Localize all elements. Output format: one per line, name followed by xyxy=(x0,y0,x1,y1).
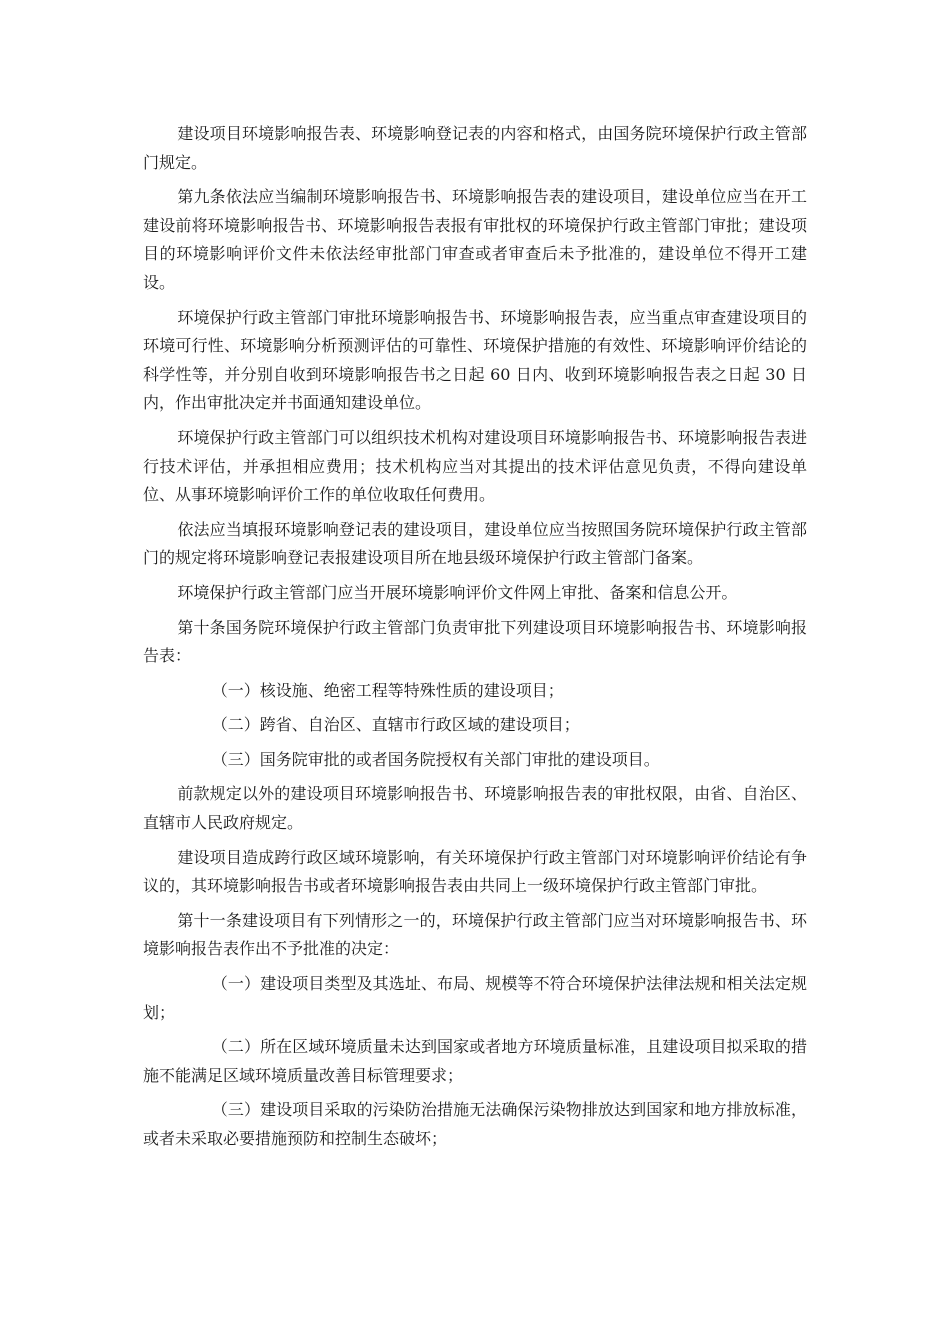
paragraph: 建设项目环境影响报告表、环境影响登记表的内容和格式，由国务院环境保护行政主管部门规定。 xyxy=(143,124,807,172)
paragraph: 建设项目造成跨行政区域环境影响，有关环境保护行政主管部门对环境影响评价结论有争议的，其环境影响报告书或者环境影响报告表由共同上一级环境保护行政主管部门审批。 xyxy=(143,847,807,896)
document-body xyxy=(143,120,807,1160)
list-item: （一）建设项目类型及其选址、布局、规模等不符合环境保护法律法规和相关法定规划； xyxy=(143,974,807,1022)
paragraph: 依法应当填报环境影响登记表的建设项目，建设单位应当按照国务院环境保护行政主管部门的规定将环境影响登记表报建设项目所在地县级环境保护行政主管部门备案。 xyxy=(143,519,807,568)
paragraph-article-9: 第九条依法应当编制环境影响报告书、环境影响报告表的建设项目，建设单位应当在开工建设前将环境影响报告书、环境影响报告表报有审批权的环境保护行政主管部门审批；建设项目的环境影响评价文件未依法经审批部门审查或者审查后未予批准的，建设单位不得开工建设。 xyxy=(143,187,807,292)
list-item: （三）国务院审批的或者国务院授权有关部门审批的建设项目。 xyxy=(211,749,660,769)
list-item: （一）核设施、绝密工程等特殊性质的建设项目； xyxy=(211,680,564,700)
list-item: （二）所在区域环境质量未达到国家或者地方环境质量标准，且建设项目拟采取的措施不能满足区域环境质量改善目标管理要求； xyxy=(143,1037,807,1085)
paragraph-article-10: 第十条国务院环境保护行政主管部门负责审批下列建设项目环境影响报告书、环境影响报告表： xyxy=(143,617,807,666)
paragraph: 环境保护行政主管部门审批环境影响报告书、环境影响报告表，应当重点审查建设项目的环境可行性、环境影响分析预测评估的可靠性、环境保护措施的有效性、环境影响评价结论的科学性等，并分别自收到环境影响报告书之日起 60 日内、收到环境影响报告表之日起 30 日内，作出审批决定并书面通知建设单位。 xyxy=(143,307,807,413)
paragraph-article-11: 第十一条建设项目有下列情形之一的，环境保护行政主管部门应当对环境影响报告书、环境影响报告表作出不予批准的决定： xyxy=(143,910,807,959)
paragraph: 环境保护行政主管部门可以组织技术机构对建设项目环境影响报告书、环境影响报告表进行技术评估，并承担相应费用；技术机构应当对其提出的技术评估意见负责，不得向建设单位、从事环境影响评价工作的单位收取任何费用。 xyxy=(143,427,807,505)
list-item: （三）建设项目采取的污染防治措施无法确保污染物排放达到国家和地方排放标准，或者未采取必要措施预防和控制生态破坏； xyxy=(143,1100,807,1148)
paragraph: 环境保护行政主管部门应当开展环境影响评价文件网上审批、备案和信息公开。 xyxy=(177,582,738,602)
list-item: （二）跨省、自治区、直辖市行政区域的建设项目； xyxy=(211,715,580,735)
paragraph: 前款规定以外的建设项目环境影响报告书、环境影响报告表的审批权限，由省、自治区、直辖市人民政府规定。 xyxy=(143,784,807,833)
